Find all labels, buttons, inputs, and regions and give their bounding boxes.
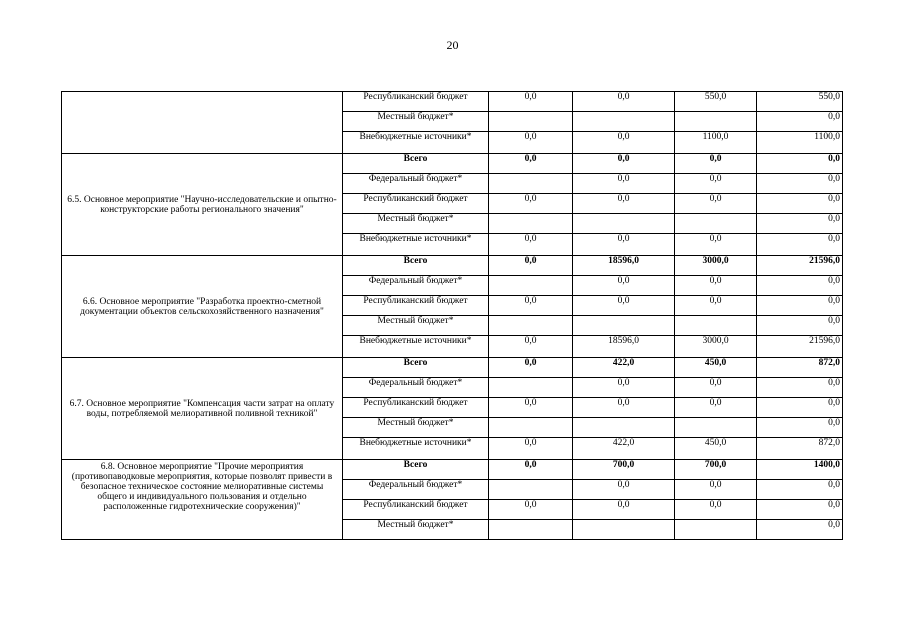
amount-cell-2: 18596,0: [573, 256, 675, 276]
amount-cell-1: 0,0: [489, 500, 573, 520]
table-row: [62, 358, 843, 378]
funding-source-cell: Внебюджетные источники*: [343, 234, 489, 256]
amount-cell-2: 0,0: [573, 154, 675, 174]
amount-cell-1: [489, 112, 573, 132]
amount-cell-3: 550,0: [675, 92, 757, 112]
amount-cell-4: 21596,0: [757, 336, 843, 358]
funding-source-cell: Республиканский бюджет: [343, 92, 489, 112]
amount-cell-1: 0,0: [489, 234, 573, 256]
funding-source-cell: Местный бюджет*: [343, 214, 489, 234]
amount-cell-3: [675, 112, 757, 132]
amount-cell-2: 0,0: [573, 276, 675, 296]
amount-cell-4: 0,0: [757, 316, 843, 336]
funding-source-cell: Федеральный бюджет*: [343, 378, 489, 398]
amount-cell-1: 0,0: [489, 460, 573, 480]
amount-cell-2: 0,0: [573, 132, 675, 154]
amount-cell-2: 0,0: [573, 296, 675, 316]
amount-cell-4: 0,0: [757, 154, 843, 174]
amount-cell-1: 0,0: [489, 92, 573, 112]
amount-cell-1: [489, 174, 573, 194]
amount-cell-3: 0,0: [675, 500, 757, 520]
funding-source-cell: Местный бюджет*: [343, 112, 489, 132]
amount-cell-3: 3000,0: [675, 336, 757, 358]
activity-cell: 6.6. Основное мероприятие "Разработка проектно-сметной документации объектов сельскохозяйственного назначения": [62, 256, 343, 358]
table-row: [62, 92, 843, 112]
funding-source-cell: Всего: [343, 358, 489, 378]
amount-cell-4: 0,0: [757, 520, 843, 540]
amount-cell-1: 0,0: [489, 296, 573, 316]
funding-source-cell: Всего: [343, 154, 489, 174]
activity-cell: 6.7. Основное мероприятие "Компенсация части затрат на оплату воды, потребляемой мелиоративной поливной техникой": [62, 358, 343, 460]
amount-cell-1: 0,0: [489, 194, 573, 214]
amount-cell-2: [573, 112, 675, 132]
amount-cell-1: 0,0: [489, 438, 573, 460]
amount-cell-3: 0,0: [675, 276, 757, 296]
funding-source-cell: Федеральный бюджет*: [343, 276, 489, 296]
amount-cell-3: 0,0: [675, 480, 757, 500]
amount-cell-3: [675, 214, 757, 234]
amount-cell-3: 0,0: [675, 234, 757, 256]
amount-cell-1: [489, 418, 573, 438]
activity-cell: [62, 92, 343, 154]
table-row: [62, 256, 843, 276]
table-row: [62, 460, 843, 480]
amount-cell-2: 0,0: [573, 92, 675, 112]
amount-cell-1: [489, 214, 573, 234]
amount-cell-3: 3000,0: [675, 256, 757, 276]
amount-cell-3: [675, 316, 757, 336]
amount-cell-2: 0,0: [573, 500, 675, 520]
page-number: 20: [446, 38, 459, 52]
amount-cell-2: 0,0: [573, 398, 675, 418]
funding-source-cell: Местный бюджет*: [343, 520, 489, 540]
funding-source-cell: Внебюджетные источники*: [343, 438, 489, 460]
amount-cell-1: [489, 378, 573, 398]
amount-cell-3: 0,0: [675, 398, 757, 418]
amount-cell-3: 0,0: [675, 174, 757, 194]
amount-cell-2: [573, 214, 675, 234]
budget-table: [61, 91, 843, 540]
amount-cell-4: 872,0: [757, 358, 843, 378]
funding-source-cell: Республиканский бюджет: [343, 398, 489, 418]
funding-source-cell: Всего: [343, 256, 489, 276]
amount-cell-3: 0,0: [675, 194, 757, 214]
amount-cell-1: 0,0: [489, 132, 573, 154]
funding-source-cell: Местный бюджет*: [343, 316, 489, 336]
amount-cell-2: 0,0: [573, 194, 675, 214]
amount-cell-3: 0,0: [675, 378, 757, 398]
amount-cell-2: 0,0: [573, 378, 675, 398]
activity-cell: 6.8. Основное мероприятие "Прочие мероприятия (противопаводковые мероприятия, которые позволят привести в безопасное техническое состояние мелиоративные системы общего и индивидуального пользования и отдельно расположенные гидротехнические сооружения)": [62, 460, 343, 540]
funding-source-cell: Федеральный бюджет*: [343, 480, 489, 500]
amount-cell-4: 21596,0: [757, 256, 843, 276]
amount-cell-1: [489, 316, 573, 336]
amount-cell-4: 0,0: [757, 500, 843, 520]
amount-cell-2: 422,0: [573, 438, 675, 460]
budget-table-body: [62, 92, 843, 540]
funding-source-cell: Всего: [343, 460, 489, 480]
amount-cell-3: [675, 418, 757, 438]
amount-cell-1: 0,0: [489, 398, 573, 418]
amount-cell-4: 0,0: [757, 112, 843, 132]
amount-cell-4: 0,0: [757, 214, 843, 234]
amount-cell-2: 422,0: [573, 358, 675, 378]
amount-cell-2: [573, 418, 675, 438]
amount-cell-3: 700,0: [675, 460, 757, 480]
amount-cell-3: 1100,0: [675, 132, 757, 154]
amount-cell-4: 1100,0: [757, 132, 843, 154]
amount-cell-1: 0,0: [489, 256, 573, 276]
amount-cell-2: 18596,0: [573, 336, 675, 358]
amount-cell-2: [573, 316, 675, 336]
amount-cell-3: 450,0: [675, 438, 757, 460]
amount-cell-4: 0,0: [757, 398, 843, 418]
amount-cell-4: 1400,0: [757, 460, 843, 480]
amount-cell-1: [489, 480, 573, 500]
amount-cell-4: 0,0: [757, 234, 843, 256]
amount-cell-4: 550,0: [757, 92, 843, 112]
amount-cell-1: [489, 520, 573, 540]
amount-cell-2: 0,0: [573, 174, 675, 194]
funding-source-cell: Федеральный бюджет*: [343, 174, 489, 194]
amount-cell-1: 0,0: [489, 358, 573, 378]
amount-cell-4: 872,0: [757, 438, 843, 460]
amount-cell-4: 0,0: [757, 480, 843, 500]
amount-cell-4: 0,0: [757, 418, 843, 438]
amount-cell-4: 0,0: [757, 194, 843, 214]
funding-source-cell: Республиканский бюджет: [343, 194, 489, 214]
amount-cell-2: 0,0: [573, 234, 675, 256]
amount-cell-4: 0,0: [757, 296, 843, 316]
amount-cell-3: 0,0: [675, 296, 757, 316]
amount-cell-2: 0,0: [573, 480, 675, 500]
amount-cell-1: 0,0: [489, 336, 573, 358]
amount-cell-3: 0,0: [675, 154, 757, 174]
activity-cell: 6.5. Основное мероприятие "Научно-исследовательские и опытно-конструкторские работы регионального значения": [62, 154, 343, 256]
amount-cell-3: [675, 520, 757, 540]
amount-cell-2: 700,0: [573, 460, 675, 480]
amount-cell-1: 0,0: [489, 154, 573, 174]
amount-cell-3: 450,0: [675, 358, 757, 378]
funding-source-cell: Внебюджетные источники*: [343, 132, 489, 154]
funding-source-cell: Республиканский бюджет: [343, 296, 489, 316]
funding-source-cell: Внебюджетные источники*: [343, 336, 489, 358]
amount-cell-2: [573, 520, 675, 540]
table-row: [62, 154, 843, 174]
funding-source-cell: Республиканский бюджет: [343, 500, 489, 520]
amount-cell-4: 0,0: [757, 174, 843, 194]
amount-cell-4: 0,0: [757, 276, 843, 296]
amount-cell-4: 0,0: [757, 378, 843, 398]
funding-source-cell: Местный бюджет*: [343, 418, 489, 438]
amount-cell-1: [489, 276, 573, 296]
